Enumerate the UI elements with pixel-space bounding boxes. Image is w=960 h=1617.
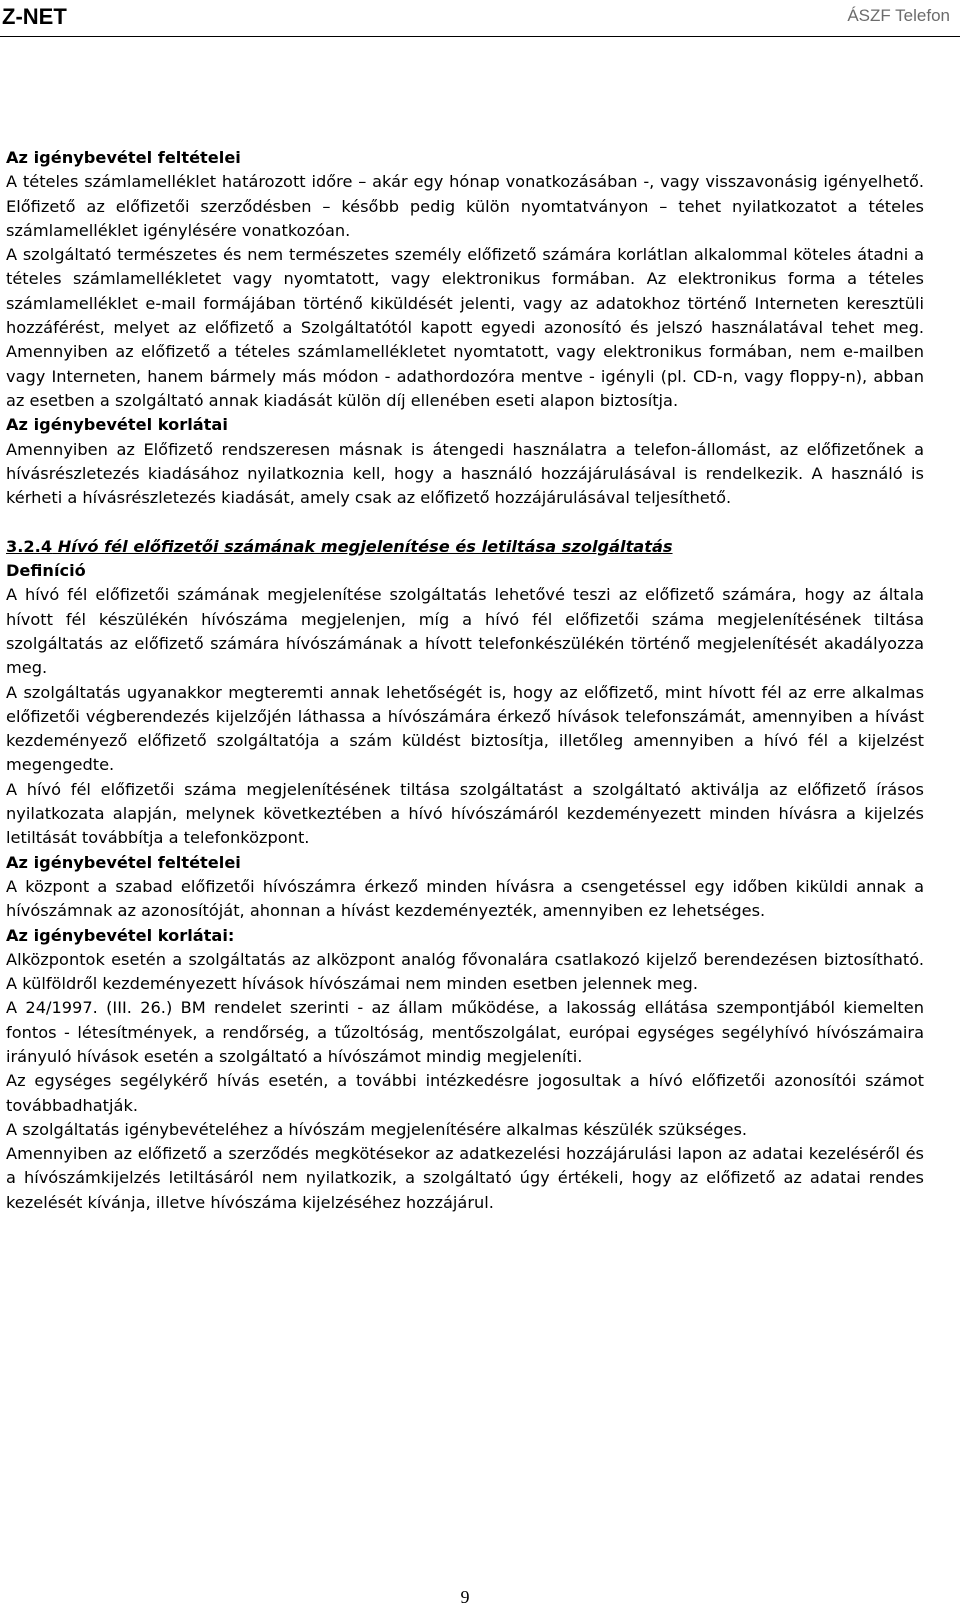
heading-definition: Definíció [6,561,86,581]
document-body [6,146,924,1215]
heading-limitations: Az igénybevétel korlátai: [6,925,235,945]
spacer [6,510,924,534]
paragraph: A szolgáltatás igénybevételéhez a hívószám megjelenítésére alkalmas készülék szükséges. [6,1119,748,1139]
paragraph: Amennyiben az előfizető a szerződés megkötésekor az adatkezelési hozzájárulási lapon az adatai kezeléséről és a hívószámkijelzés letiltásáról nem nyilatkozik, a szolgáltató úgy értékeli, hogy az előfizető az adatai rendes kezelését kívánja, illetve hívószáma kijelzéséhez hozzájárul. [6,1144,924,1212]
page-number: 9 [460,1587,470,1607]
section-heading [6,535,924,559]
section-number: 3.2.4 [6,536,53,556]
paragraph: A szolgáltató természetes és nem természetes személy előfizető számára korlátlan alkalommal köteles átadni a tételes számlamellékletet vagy nyomtatott, vagy elektronikus formában. Az elektronikus forma a tételes számlamelléklet e-mail formájában történő kiküldését jelenti, vagy az adatokhoz történő Interneten keresztüli hozzáférést, melyet az előfizető a Szolgáltatótól kapott egyedi azonosító és jelszó használatával tehet meg. Amennyiben az előfizető a tételes számlamellékletet nyomtatott, vagy elektronikus formában, nem e-mailben vagy Interneten, hanem bármely más módon - adathordozóra mentve - igényli (pl. CD-n, vagy floppy-n), abban az esetben a szolgáltató annak kiadását külön díj ellenében eseti alapon biztosítja. [6,245,924,410]
document-title: ÁSZF Telefon [847,6,950,25]
section-title: Hívó fél előfizetői számának megjelenítése és letiltása szolgáltatás [52,536,673,556]
heading-limitations: Az igénybevétel korlátai [6,415,228,435]
paragraph: A tételes számlamelléklet határozott időre – akár egy hónap vonatkozásában -, vagy visszavonásig igényelhető. Előfizető az előfizetői szerződésben – később pedig külön nyomtatványon – tehet nyilatkozatot a tételes számlamelléklet igénylésére vonatkozóan. [6,172,924,240]
paragraph: Az egységes segélykérő hívás esetén, a további intézkedésre jogosultak a hívó előfizetői azonosítói számot továbbadhatják. [6,1071,924,1115]
paragraph: A 24/1997. (III. 26.) BM rendelet szerinti - az állam működése, a lakosság ellátása szempontjából kiemelten fontos - létesítmények, a rendőrség, a tűzoltóság, mentőszolgálat, európai egységes segélyhívó hívószámaira irányuló hívások esetén a szolgáltató a hívószámot mindig megjeleníti. [6,998,924,1066]
paragraph: A hívó fél előfizetői számának megjelenítése szolgáltatás lehetővé teszi az előfizető számára, hogy az általa hívott fél készülékén hívószáma megjelenjen, míg a hívó fél előfizetői száma megjelenítésének tiltása szolgáltatás az előfizető számára hívószámának a hívott telefonkészülékén történő megjelenítését akadályozza meg. [6,585,924,678]
paragraph: A szolgáltatás ugyanakkor megteremti annak lehetőségét is, hogy az előfizető, mint hívott fél az erre alkalmas előfizetői végberendezés kijelzőjén láthassa a hívószámára érkező hívások telefonszámát, amennyiben a hívást kezdeményező előfizető szolgáltatója a szám küldést biztosítja, illetőleg amennyiben a hívó fél a kijelzést megengedte. [6,682,924,775]
paragraph: A központ a szabad előfizetői hívószámra érkező minden hívásra a csengetéssel egy időben kiküldi annak a hívószámnak az azonosítóját, ahonnan a hívást kezdeményezték, amennyiben ez lehetséges. [6,876,924,921]
paragraph: Amennyiben az Előfizető rendszeresen másnak is átengedi használatra a telefon-állomást, az előfizetőnek a hívásrészletezés kiadásához nyilatkoznia kell, hogy a használó hozzájárulásával is rendelkezik. A használó is kérheti a hívásrészletezés kiadását, amely csak az előfizető hozzájárulásával teljesíthető. [6,439,924,508]
paragraph: Alközpontok esetén a szolgáltatás az alközpont analóg fővonalára csatlakozó kijelző berendezésen biztosítható. A külföldről kezdeményezett hívások hívószámai nem minden esetben jelennek meg. [6,949,924,994]
company-name: Z-NET [2,4,67,29]
heading-conditions: Az igénybevétel feltételei [6,148,241,167]
header-divider [0,36,960,37]
page-header [0,0,960,38]
heading-conditions: Az igénybevétel feltételei [6,852,241,872]
paragraph: A hívó fél előfizetői száma megjelenítésének tiltása szolgáltatást a szolgáltató aktiválja az előfizető írásos nyilatkozata alapján, melynek következtében a hívó hívószámáról kezdeményezett minden hívásra a kijelzés letiltását továbbítja a telefonközpont. [6,779,924,848]
